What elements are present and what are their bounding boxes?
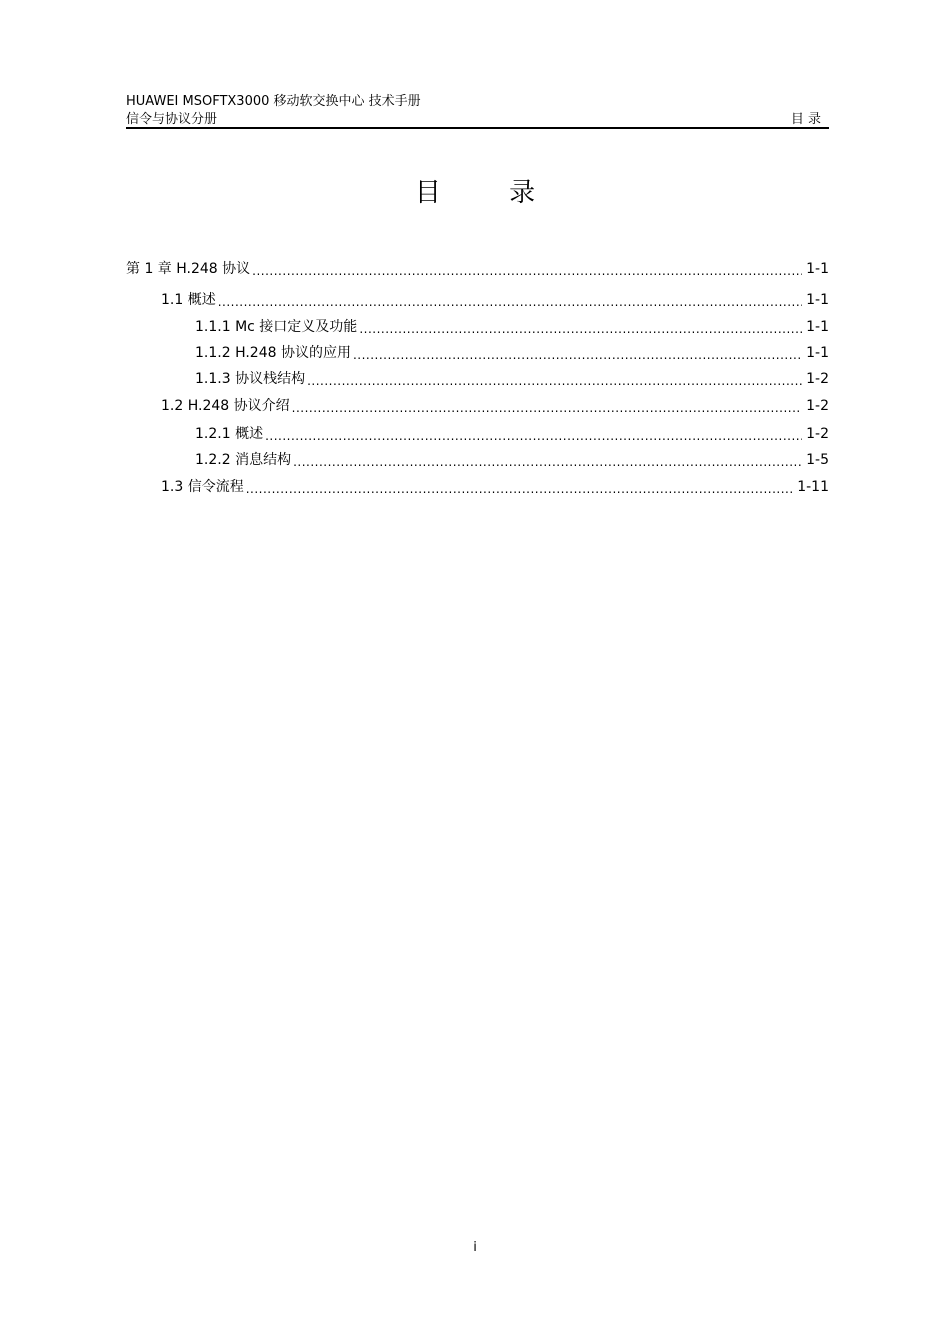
toc-entry-label: 1.1 概述 <box>161 292 216 308</box>
toc-entry-1-2[interactable] <box>161 395 829 415</box>
header-section-name: 目 录 <box>790 112 821 127</box>
toc-leader-dots <box>252 263 802 277</box>
toc-entry-1-2-2[interactable] <box>195 449 829 469</box>
toc-entry-page: 1-11 <box>797 479 829 495</box>
toc-entry-page: 1-5 <box>806 452 829 468</box>
toc-entry-label: 第 1 章 H.248 协议 <box>126 261 251 277</box>
toc-entry-1-1-2[interactable] <box>195 342 829 362</box>
toc-entry-page: 1-1 <box>806 292 829 308</box>
toc-entry-label: 1.3 信令流程 <box>161 479 244 495</box>
page-number: i <box>473 1240 477 1255</box>
toc-leader-dots <box>246 481 794 495</box>
toc-entry-label: 1.1.2 H.248 协议的应用 <box>195 345 351 361</box>
toc-entry-page: 1-1 <box>806 319 829 335</box>
toc-leader-dots <box>307 373 802 387</box>
toc-entry-label: 1.2 H.248 协议介绍 <box>161 398 290 414</box>
header-volume-title: 信令与协议分册 <box>126 112 218 127</box>
toc-entry-page: 1-1 <box>806 261 829 277</box>
page-title: 目 录 <box>414 178 566 208</box>
toc-leader-dots <box>292 400 803 414</box>
toc-leader-dots <box>293 454 802 468</box>
toc-entry-page: 1-2 <box>806 398 829 414</box>
toc-entry-label: 1.2.1 概述 <box>195 426 264 442</box>
header-product-title: HUAWEI MSOFTX3000 移动软交换中心 技术手册 <box>126 94 421 109</box>
toc-entry-1-3[interactable] <box>161 476 829 496</box>
toc-leader-dots <box>265 428 802 442</box>
toc-entry-1-1-1[interactable] <box>195 316 829 336</box>
toc-entry-1-1[interactable] <box>161 289 829 309</box>
toc-entry-1-2-1[interactable] <box>195 423 829 443</box>
page-header <box>126 93 829 129</box>
toc-entry-1-1-3[interactable] <box>195 368 829 388</box>
toc-entry-page: 1-2 <box>806 426 829 442</box>
toc-leader-dots <box>218 294 802 308</box>
toc-leader-dots <box>353 347 802 361</box>
toc-entry-label: 1.2.2 消息结构 <box>195 452 292 468</box>
toc-entry-chapter-1[interactable] <box>126 258 829 278</box>
toc-leader-dots <box>359 321 802 335</box>
toc-entry-page: 1-2 <box>806 371 829 387</box>
header-rule <box>126 127 829 129</box>
toc-entry-page: 1-1 <box>806 345 829 361</box>
toc-entry-label: 1.1.3 协议栈结构 <box>195 371 306 387</box>
toc-entry-label: 1.1.1 Mc 接口定义及功能 <box>195 319 358 335</box>
